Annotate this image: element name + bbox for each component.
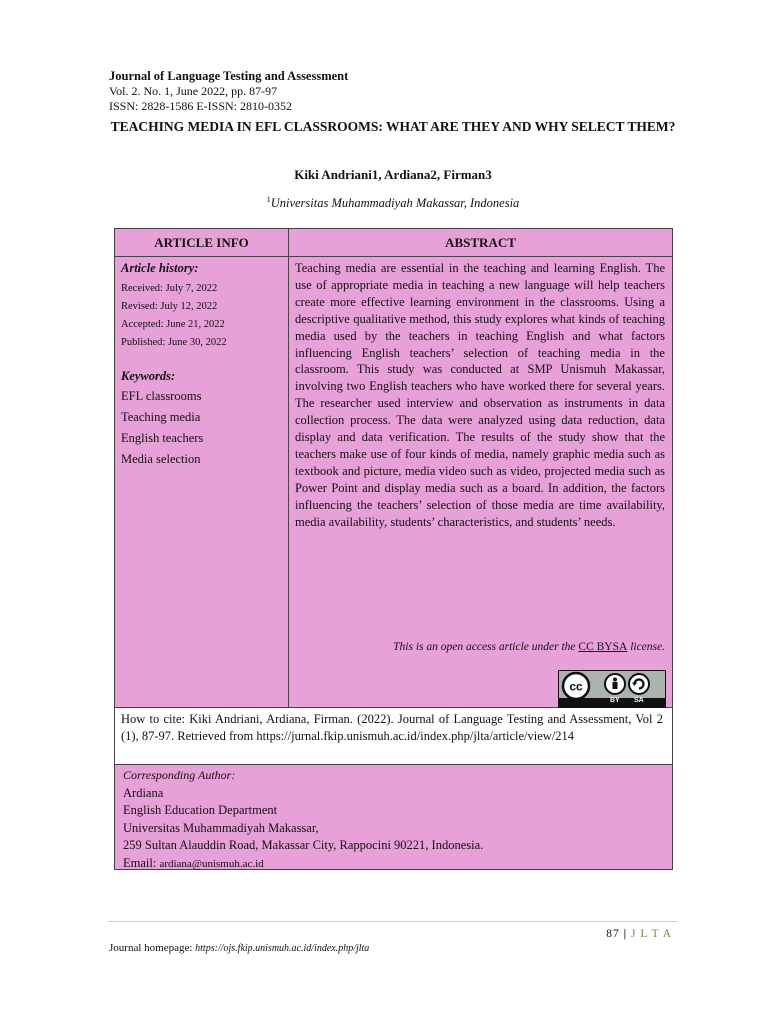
journal-homepage — [109, 942, 369, 954]
date-published: Published: June 30, 2022 — [121, 337, 227, 348]
email-address[interactable]: ardiana@unismuh.ac.id — [159, 857, 264, 870]
keyword-item: English teachers — [121, 431, 204, 445]
volume-line: Vol. 2. No. 1, June 2022, pp. 87-97 — [109, 84, 278, 98]
footer-divider — [108, 921, 678, 922]
license-statement — [295, 641, 665, 653]
column-divider — [288, 229, 289, 707]
svg-text:cc: cc — [569, 679, 583, 694]
cc-sa-label: SA — [634, 697, 644, 704]
affiliation — [0, 195, 768, 211]
date-accepted: Accepted: June 21, 2022 — [121, 319, 225, 330]
journal-header — [109, 69, 348, 114]
corresponding-address: 259 Sultan Alauddin Road, Makassar City, Rappocini 90221, Indonesia. — [123, 838, 484, 852]
article-info-header: ARTICLE INFO — [154, 235, 249, 250]
issn-line: ISSN: 2828-1586 E-ISSN: 2810-0352 — [109, 99, 293, 113]
how-to-cite: How to cite: Kiki Andriani, Ardiana, Firman. (2022). Journal of Language Testing and Assessment, Vol 2 (1), 87-97. Retrieved from https://jurnal.fkip.unismuh.ac.id/index.php/jlta/article/view/214 — [121, 712, 663, 743]
license-suffix: license. — [627, 641, 665, 653]
date-received: Received: July 7, 2022 — [121, 283, 218, 294]
corresponding-author — [123, 767, 663, 873]
abstract-header: ABSTRACT — [445, 235, 516, 250]
homepage-url[interactable]: https://ojs.fkip.unismuh.ac.id/index.php/jlta — [195, 943, 370, 954]
journal-abbrev: J L T A — [631, 928, 672, 940]
keyword-item: Media selection — [121, 452, 201, 466]
abstract-text: Teaching media are essential in the teaching and learning English. The use of appropriate media in teaching a new language will help teachers create more effective learning environment in the classrooms. Using a descriptive qualitative method, this study explores what kinds of teaching media used by the teachers in teaching English and what factors influencing English teachers’ selection of teaching media in the classroom. This study was conducted at SMP Unismuh Makassar, involving two English teachers who have worked there for several years. The researcher used interview and observation as instruments in data collection process. The data were analyzed using data reduction, data display and data verification. The results of the study show that the teachers make use of four kinds of media, namely graphic media such as textbook and picture, media video such as video, projected media such as Power Point and display media such as a board. In addition, the factors influencing the teachers’ selection of those media are time availability, media availability, students’ characteristics, and students’ needs. — [295, 261, 665, 529]
header-divider — [115, 256, 672, 257]
citation-bottom-divider — [115, 764, 672, 765]
article-info-column — [121, 261, 285, 470]
license-prefix: This is an open access article under the — [393, 641, 579, 653]
license-link[interactable]: CC BYSA — [578, 641, 628, 653]
email-label: Email: — [123, 855, 160, 870]
keyword-item: EFL classrooms — [121, 389, 202, 403]
article-info-table — [114, 228, 673, 870]
corresponding-department: English Education Department — [123, 803, 278, 817]
share-alike-icon — [629, 674, 649, 694]
paper-title: TEACHING MEDIA IN EFL CLASSROOMS: WHAT ARE THEY AND WHY SELECT THEM? — [110, 119, 676, 134]
corresponding-university: Universitas Muhammadiyah Makassar, — [123, 820, 319, 835]
cc-by-sa-badge[interactable] — [558, 670, 666, 708]
keyword-item: Teaching media — [121, 410, 201, 424]
corresponding-heading: Corresponding Author: — [123, 768, 236, 782]
author-list: Kiki Andriani1, Ardiana2, Firman3 — [294, 167, 492, 182]
keywords-heading: Keywords: — [121, 369, 176, 383]
article-history-heading: Article history: — [121, 261, 199, 275]
page-number: 87 — [606, 928, 620, 940]
homepage-label: Journal homepage: — [109, 942, 196, 954]
date-revised: Revised: July 12, 2022 — [121, 301, 218, 312]
cc-by-label: BY — [610, 697, 620, 704]
affiliation-mark: 1 — [266, 195, 271, 204]
corresponding-name: Ardiana — [123, 785, 164, 800]
journal-title: Journal of Language Testing and Assessment — [109, 69, 349, 83]
page-footer: 87 | J L T A — [606, 928, 672, 940]
affiliation-text: Universitas Muhammadiyah Makassar, Indonesia — [270, 196, 520, 211]
